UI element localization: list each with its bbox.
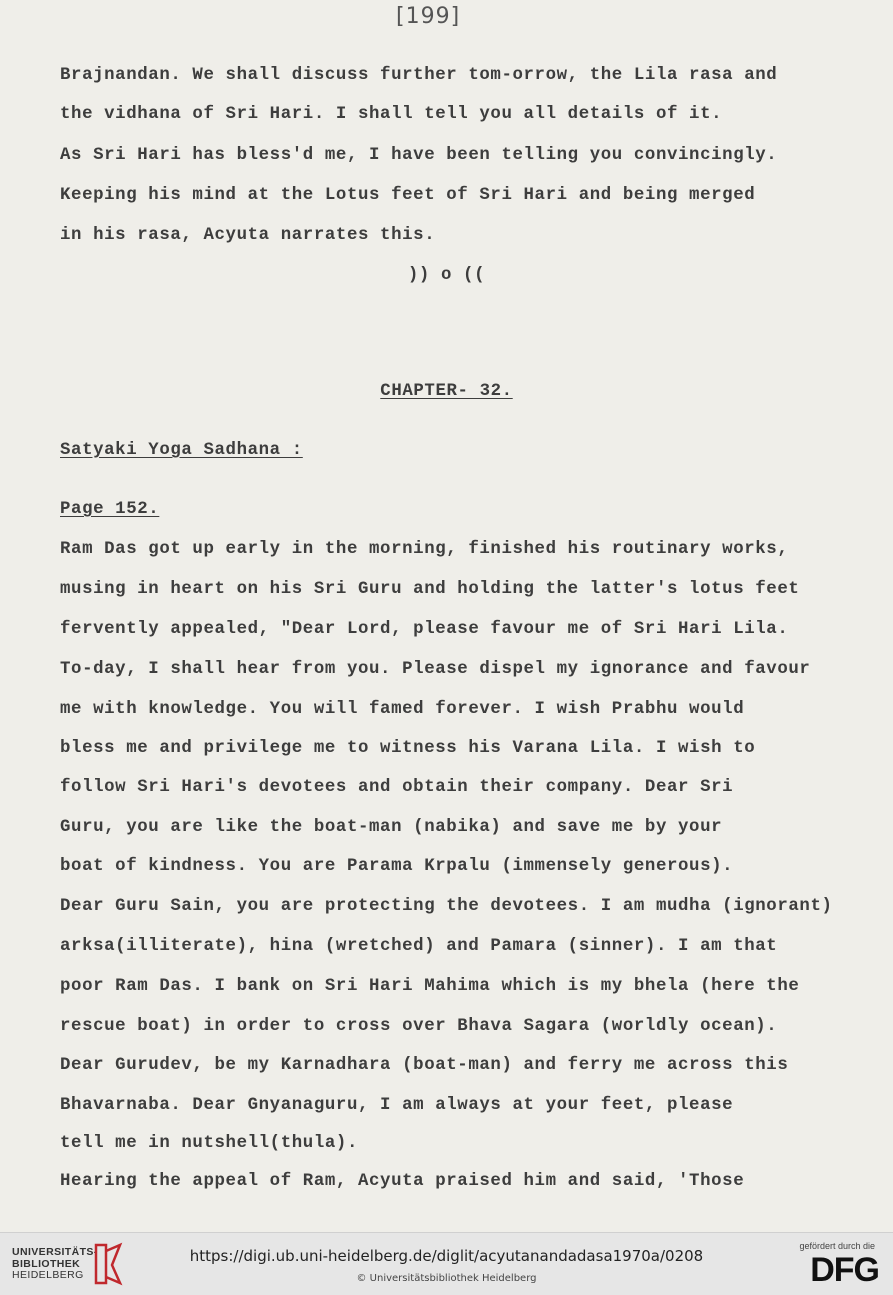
text-line: Dear Guru Sain, you are protecting the devotees. I am mudha (ignorant) bbox=[60, 897, 833, 916]
text-line: me with knowledge. You will famed forever. I wish Prabhu would bbox=[60, 700, 745, 719]
text-line: Guru, you are like the boat-man (nabika) and save me by your bbox=[60, 818, 723, 837]
text-line: the vidhana of Sri Hari. I shall tell you all details of it. bbox=[60, 105, 723, 124]
text-line: musing in heart on his Sri Guru and holding the latter's lotus feet bbox=[60, 580, 800, 599]
text-line: Hearing the appeal of Ram, Acyuta praised him and said, 'Those bbox=[60, 1172, 745, 1191]
chapter-heading bbox=[0, 382, 893, 401]
text-line: Dear Gurudev, be my Karnadhara (boat-man) and ferry me across this bbox=[60, 1056, 789, 1075]
text-line: To-day, I shall hear from you. Please dispel my ignorance and favour bbox=[60, 660, 811, 679]
logo-line-2: BIBLIOTHEK bbox=[12, 1257, 81, 1270]
text-line: arksa(illiterate), hina (wretched) and Pamara (sinner). I am that bbox=[60, 937, 778, 956]
logo-line-3: HEIDELBERG bbox=[12, 1269, 84, 1281]
chapter-title: CHAPTER- 32. bbox=[380, 382, 513, 401]
section-title: Satyaki Yoga Sadhana : bbox=[60, 441, 303, 460]
text-line: poor Ram Das. I bank on Sri Hari Mahima which is my bhela (here the bbox=[60, 977, 800, 996]
text-line: rescue boat) in order to cross over Bhava Sagara (worldly ocean). bbox=[60, 1017, 778, 1036]
text-line: boat of kindness. You are Parama Krpalu (immensely generous). bbox=[60, 857, 734, 876]
page-number: [199] bbox=[396, 4, 461, 29]
page-reference bbox=[60, 500, 159, 519]
text-line: fervently appealed, "Dear Lord, please favour me of Sri Hari Lila. bbox=[60, 620, 789, 639]
section-divider: )) o (( bbox=[407, 266, 486, 285]
text-line: Ram Das got up early in the morning, finished his routinary works, bbox=[60, 540, 789, 559]
document-url-link[interactable]: https://digi.ub.uni-heidelberg.de/diglit/acyutanandadasa1970a/0208 bbox=[189, 1247, 704, 1265]
funding-caption: gefördert durch die bbox=[799, 1241, 875, 1251]
text-line: in his rasa, Acyuta narrates this. bbox=[60, 226, 436, 245]
logo-line-1: UNIVERSITÄTS- bbox=[12, 1246, 98, 1258]
dfg-logo[interactable]: DFG bbox=[810, 1251, 879, 1289]
text-line: Keeping his mind at the Lotus feet of Sri Hari and being merged bbox=[60, 186, 756, 205]
text-line: bless me and privilege me to witness his Varana Lila. I wish to bbox=[60, 739, 756, 758]
page-reference-label: Page 152. bbox=[60, 500, 160, 519]
text-line: follow Sri Hari's devotees and obtain their company. Dear Sri bbox=[60, 778, 734, 797]
text-line: Bhavarnaba. Dear Gnyanaguru, I am always at your feet, please bbox=[60, 1096, 734, 1115]
text-line: Brajnandan. We shall discuss further tom-orrow, the Lila rasa and bbox=[60, 66, 778, 85]
viewer-footer bbox=[0, 1232, 893, 1295]
text-line: tell me in nutshell(thula). bbox=[60, 1134, 358, 1153]
copyright-notice: © Universitätsbibliothek Heidelberg bbox=[356, 1273, 537, 1284]
section-heading bbox=[60, 441, 303, 460]
text-line: As Sri Hari has bless'd me, I have been telling you convincingly. bbox=[60, 146, 778, 165]
